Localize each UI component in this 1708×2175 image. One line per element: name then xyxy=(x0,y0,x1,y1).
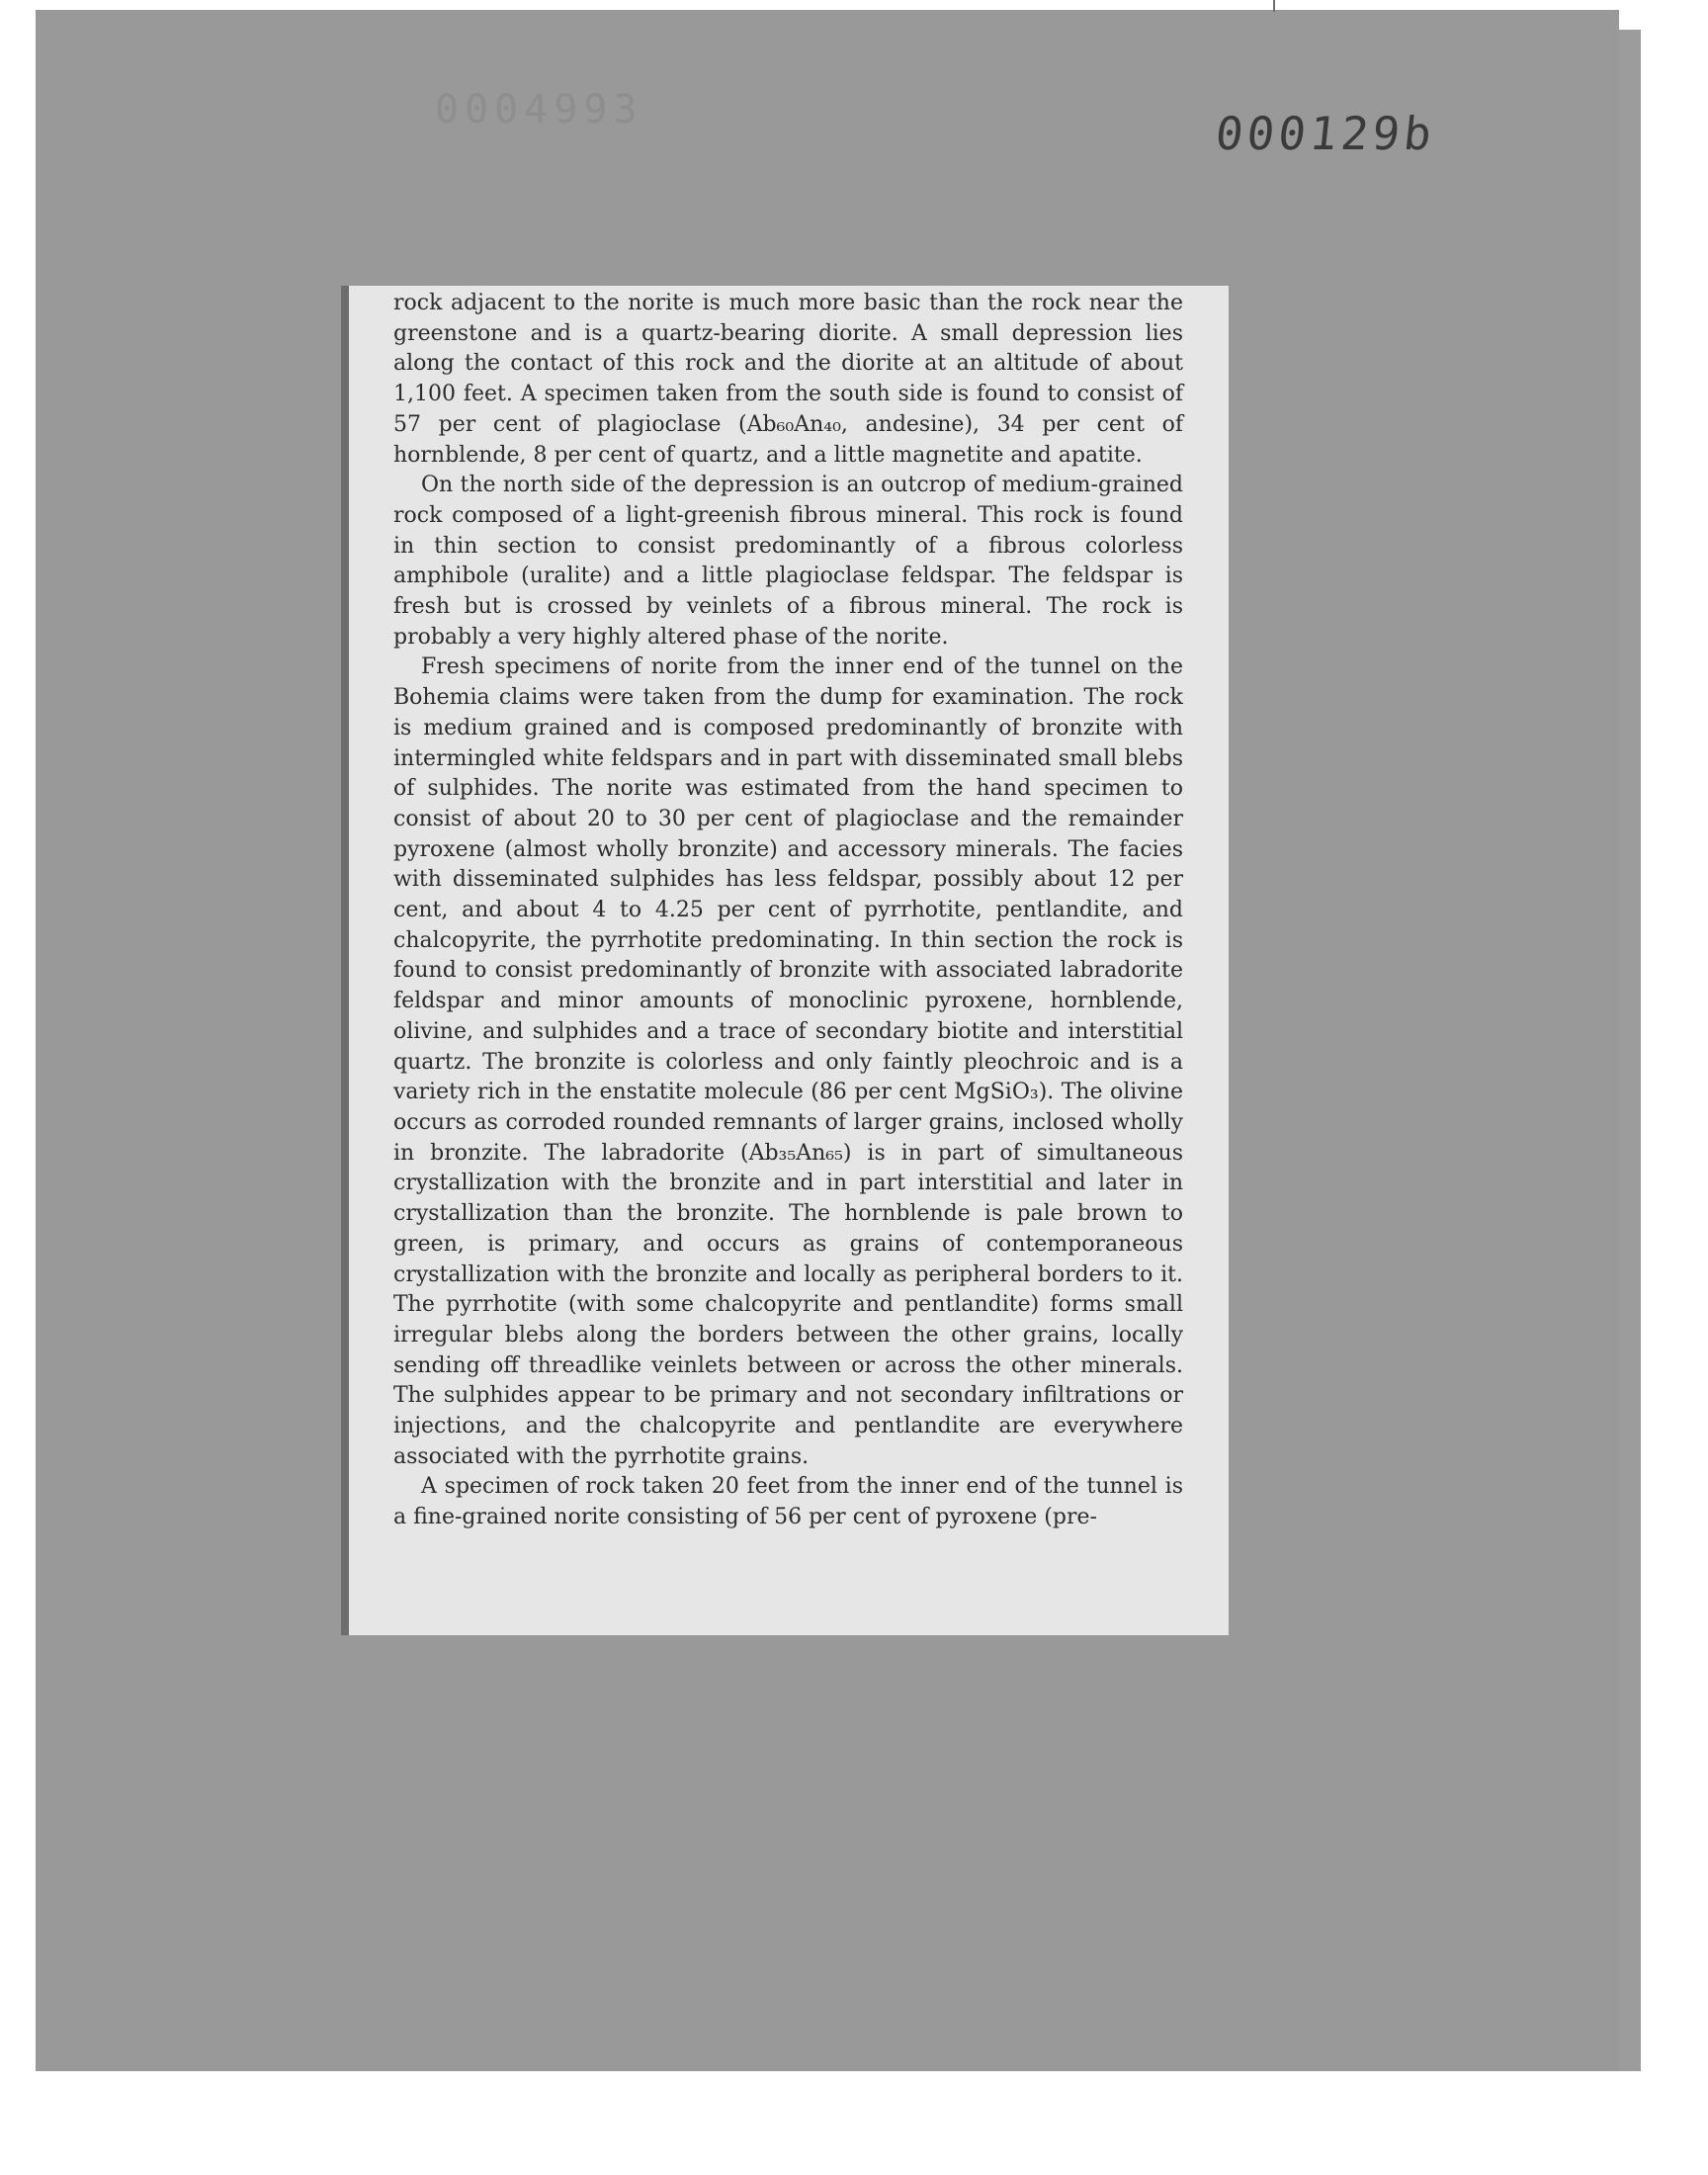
paragraph-bohemia-norite: Fresh specimens of norite from the inner end of the tunnel on the Bohemia claims were taken from the dump for examination. The rock is medium grained and is composed predominantly of bronzite with intermingled white feldspars and in part with disseminated small blebs of sulphides. The norite was estimated from the hand specimen to consist of about 20 to 30 per cent of plagioclase and the remainder pyroxene (almost wholly bronzite) and accessory minerals. The facies with disseminated sulphides has less feldspar, possibly about 12 per cent, and about 4 to 4.25 per cent of pyrrhotite, pentlandite, and chalcopyrite, the pyrrhotite predominating. In thin section the rock is found to consist predominantly of bronzite with associated labradorite feldspar and minor amounts of monoclinic pyroxene, hornblende, olivine, and sulphides and a trace of secondary biotite and interstitial quartz. The bronzite is colorless and only faintly pleochroic and is a variety rich in the enstatite molecule (86 per cent MgSiO₃). The olivine occurs as corroded rounded remnants of larger grains, inclosed wholly in bronzite. The labradorite (Ab₃₅An₆₅) is in part of simultaneous crystallization with the bronzite and in part interstitial and later in crystallization than the bronzite. The hornblende is pale brown to green, is primary, and occurs as grains of contemporaneous crystallization with the bronzite and locally as peripheral borders to it. The pyrrhotite (with some chalcopyrite and pentlandite) forms small irregular blebs along the borders between the other grains, locally sending off threadlike veinlets between or across the other minerals. The sulphides appear to be primary and not secondary infiltrations or injections, and the chalcopyrite and pentlandite are everywhere associated with the pyrrhotite grains. xyxy=(393,654,1183,1469)
mounting-board-edge xyxy=(1619,30,1641,2071)
text-clipping xyxy=(341,286,1229,1635)
faded-stamp-number: 0004993 xyxy=(435,87,643,132)
clipping-body xyxy=(393,289,1183,1533)
paragraph-tunnel-specimen: A specimen of rock taken 20 feet from the inner end of the tunnel is a fine-grained norite consisting of 56 per cent of pyroxene (pre- xyxy=(393,1474,1183,1530)
paragraph-continuation: rock adjacent to the norite is much more basic than the rock near the greenstone and is a quartz-bearing diorite. A small depression lies along the contact of this rock and the diorite at an altitude of about 1,100 feet. A specimen taken from the south side is found to consist of 57 per cent of plagioclase (Ab₆₀An₄₀, andesine), 34 per cent of hornblende, 8 per cent of quartz, and a little magnetite and apatite. xyxy=(393,291,1183,468)
page-edge-mark xyxy=(1273,0,1275,12)
paragraph-depression-outcrop: On the north side of the depression is an outcrop of medium-grained rock composed of a light-greenish fibrous mineral. This rock is found in thin section to consist predominantly of a fibrous colorless amphibole (uralite) and a little plagioclase feldspar. The feldspar is fresh but is crossed by veinlets of a fibrous mineral. The rock is probably a very highly altered phase of the norite. xyxy=(393,473,1183,650)
document-id-stamp: 000129b xyxy=(1213,107,1438,160)
